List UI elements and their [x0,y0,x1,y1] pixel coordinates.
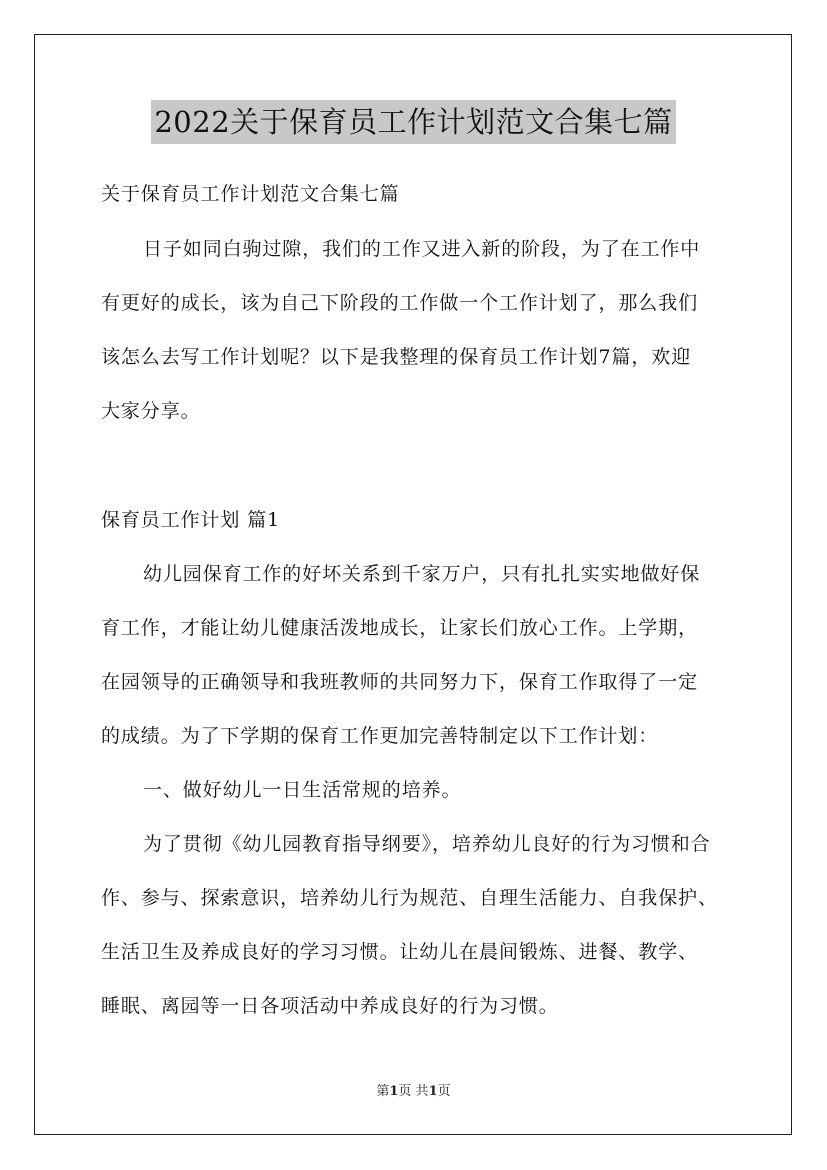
para1-line-4: 的成绩。为了下学期的保育工作更加完善特制定以下工作计划： [101,725,659,747]
document-title: 2022关于保育员工作计划范文合集七篇 [151,100,675,144]
page-footer [0,1083,827,1101]
para2-line-4: 睡眠、离园等一日各项活动中养成良好的行为习惯。 [101,995,559,1017]
para1-line-2: 育工作，才能让幼儿健康活泼地成长，让家长们放心工作。上学期， [101,617,699,639]
footer-page-current: 1 [389,1084,399,1099]
para2-line-2: 作、参与、探索意识，培养幼儿行为规范、自理生活能力、自我保护、 [101,887,718,909]
para1-line-3: 在园领导的正确领导和我班教师的共同努力下，保育工作取得了一定 [101,671,699,693]
document-subtitle: 关于保育员工作计划范文合集七篇 [101,183,400,205]
para2-line-1: 为了贯彻《幼儿园教育指导纲要》，培养幼儿良好的行为习惯和合 [143,833,711,855]
item1-heading: 一、做好幼儿一日生活常规的培养。 [143,779,462,801]
footer-page-total: 1 [428,1084,438,1099]
footer-prefix: 第 [376,1084,390,1099]
intro-line-2: 有更好的成长，该为自己下阶段的工作做一个工作计划了，那么我们 [101,292,699,314]
section-heading: 保育员工作计划 篇1 [101,509,281,531]
para1-line-1: 幼儿园保育工作的好坏关系到千家万户，只有扎扎实实地做好保 [143,563,701,585]
intro-line-3: 该怎么去写工作计划呢？以下是我整理的保育员工作计划7篇，欢迎 [101,346,692,368]
footer-mid: 页 共 [398,1084,429,1099]
title-container [0,100,827,144]
footer-suffix: 页 [437,1084,451,1099]
intro-line-1: 日子如同白驹过隙，我们的工作又进入新的阶段，为了在工作中 [143,238,701,260]
para2-line-3: 生活卫生及养成良好的学习习惯。让幼儿在晨间锻炼、进餐、教学、 [101,941,699,963]
intro-line-4: 大家分享。 [101,400,201,422]
